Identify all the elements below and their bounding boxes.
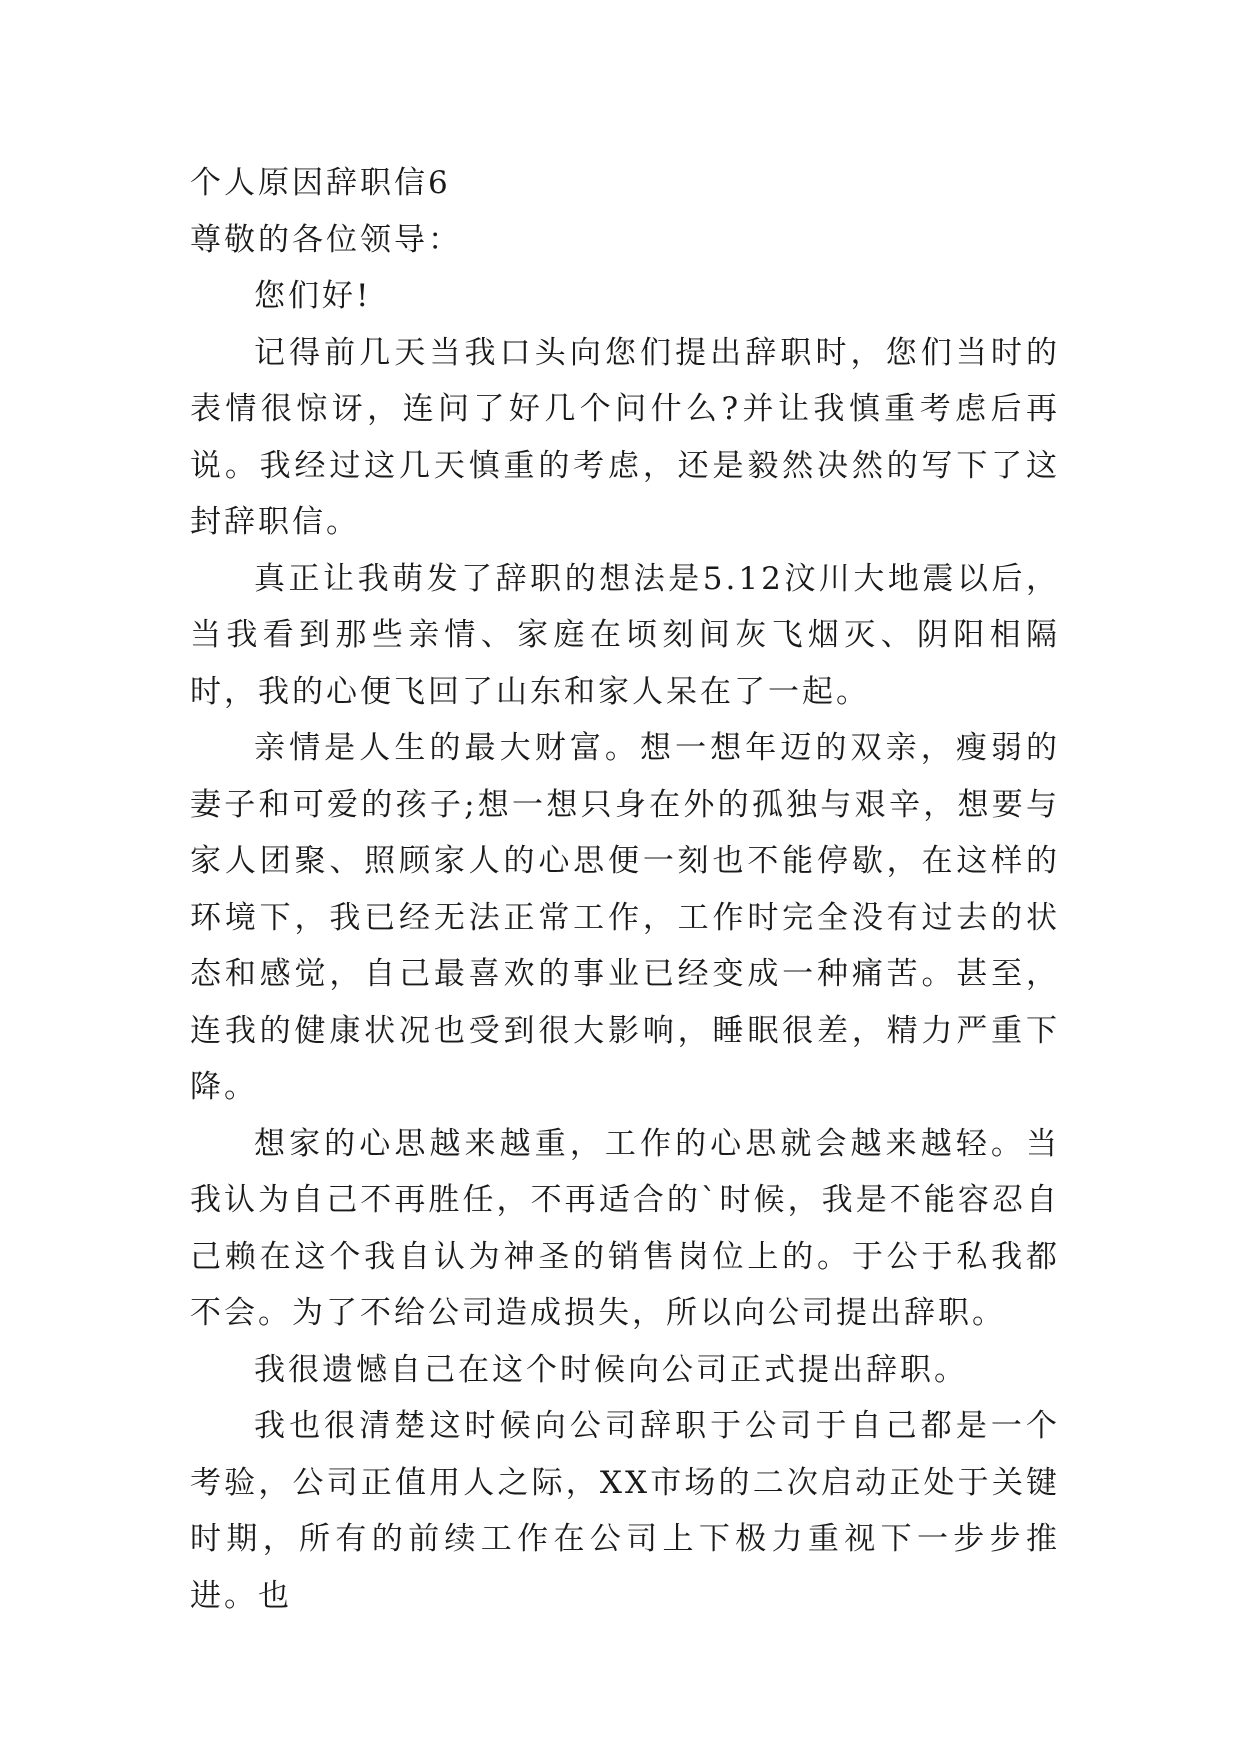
- paragraph-3: 亲情是人生的最大财富。想一想年迈的双亲，瘦弱的妻子和可爱的孩子;想一想只身在外的孤独与艰辛，想要与家人团聚、照顾家人的心思便一刻也不能停歇，在这样的环境下，我已经无法正常工作，工作时完全没有过去的状态和感觉，自己最喜欢的事业已经变成一种痛苦。甚至，连我的健康状况也受到很大影响，睡眠很差，精力严重下降。: [190, 730, 1060, 1105]
- paragraph-1: 记得前几天当我口头向您们提出辞职时，您们当时的表情很惊讶，连问了好几个问什么?并让我慎重考虑后再说。我经过这几天慎重的考虑，还是毅然决然的写下了这封辞职信。: [190, 334, 1060, 540]
- paragraph-4: 想家的心思越来越重，工作的心思就会越来越轻。当我认为自己不再胜任，不再适合的`时候，我是不能容忍自己赖在这个我自认为神圣的销售岗位上的。于公于私我都不会。为了不给公司造成损失，所以向公司提出辞职。: [190, 1125, 1060, 1331]
- letter-body: [190, 155, 1060, 1624]
- paragraph-5: 我很遗憾自己在这个时候向公司正式提出辞职。: [254, 1351, 968, 1388]
- letter-greeting: 您们好!: [254, 278, 372, 314]
- paragraph-2: 真正让我萌发了辞职的想法是5.12汶川大地震以后，当我看到那些亲情、家庭在顷刻间灰飞烟灭、阴阳相隔时，我的心便飞回了山东和家人呆在了一起。: [190, 560, 1060, 710]
- paragraph-6: 我也很清楚这时候向公司辞职于公司于自己都是一个考验，公司正值用人之际，XX市场的二次启动正处于关键时期，所有的前续工作在公司上下极力重视下一步步推进。也: [190, 1408, 1060, 1614]
- letter-salutation: 尊敬的各位领导：: [190, 221, 462, 258]
- letter-title: 个人原因辞职信6: [190, 165, 451, 201]
